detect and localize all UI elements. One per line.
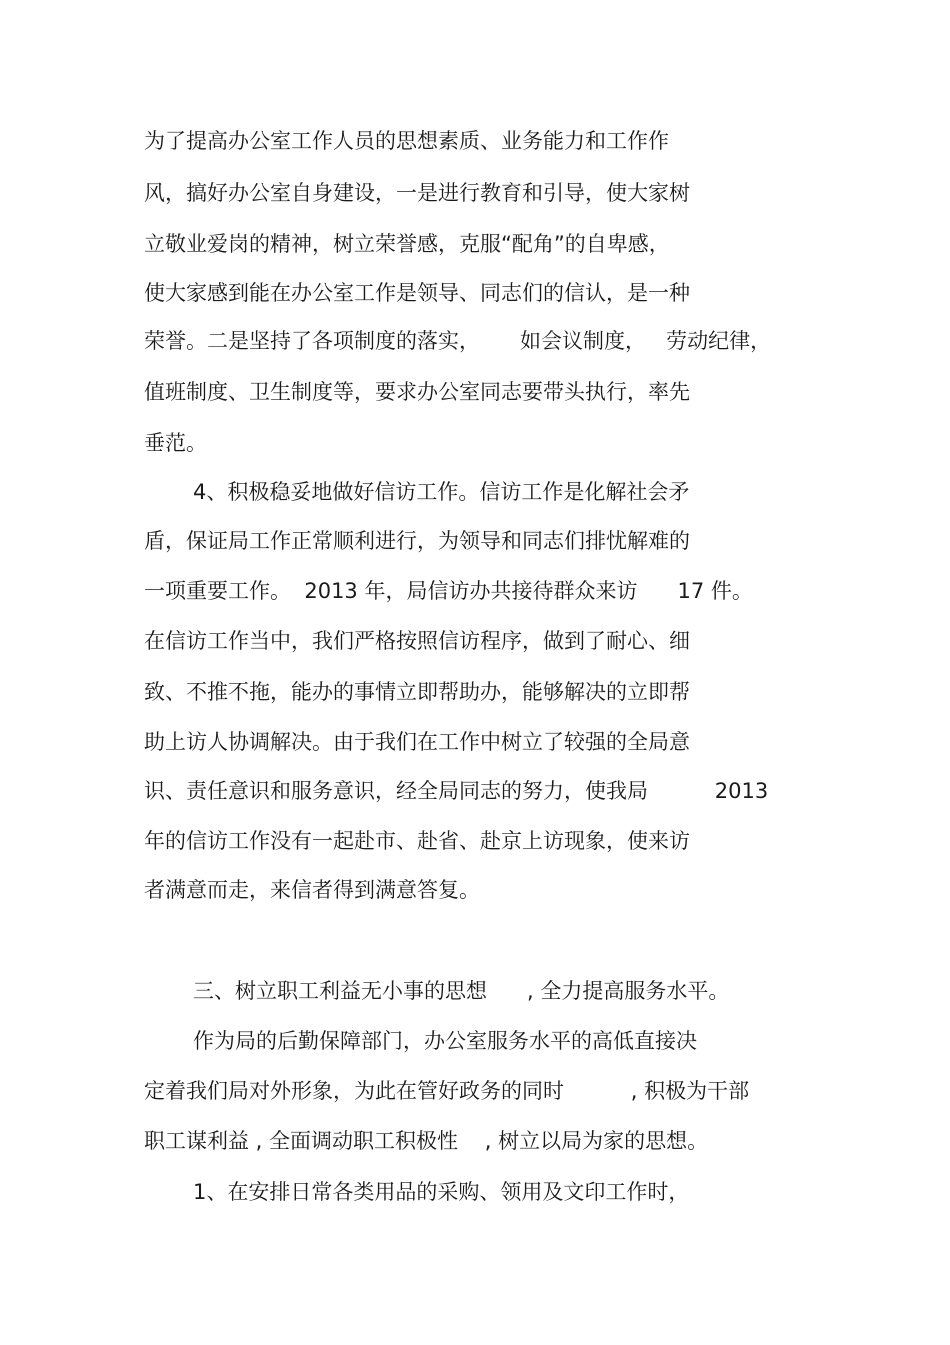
text-line-6: 值班制度、卫生制度等，要求办公室同志要带头执行，率先 bbox=[144, 380, 690, 404]
section-heading-3: 三、树立职工利益无小事的思想 , 全力提高服务水平。 bbox=[193, 979, 730, 1003]
paragraph-4-first-line: 4、积极稳妥地做好信访工作。信访工作是化解社会矛 bbox=[193, 480, 690, 504]
text-line-15: 年的信访工作没有一起赴市、赴省、赴京上访现象，使来访 bbox=[144, 829, 690, 853]
text-line-21: 1、在安排日常各类用品的采购、领用及文印工作时， bbox=[193, 1180, 690, 1204]
text-line-9: 盾，保证局工作正常顺利进行，为领导和同志们排忧解难的 bbox=[144, 529, 690, 553]
text-line-14: 识、责任意识和服务意识，经全局同志的努力，使我局 2013 bbox=[144, 779, 769, 803]
text-line-12: 致、不推不拖，能办的事情立即帮助办，能够解决的立即帮 bbox=[144, 680, 690, 704]
text-line-1: 为了提高办公室工作人员的思想素质、业务能力和工作作 bbox=[144, 129, 669, 153]
text-line-2: 风，搞好办公室自身建设，一是进行教育和引导，使大家树 bbox=[144, 181, 690, 205]
text-line-18: 作为局的后勤保障部门，办公室服务水平的高低直接决 bbox=[193, 1029, 697, 1053]
text-line-7: 垂范。 bbox=[144, 431, 207, 455]
text-line-20: 职工谋利益 , 全面调动职工积极性 , 树立以局为家的思想。 bbox=[144, 1129, 709, 1153]
text-line-4: 使大家感到能在办公室工作是领导、同志们的信认，是一种 bbox=[144, 281, 690, 305]
text-line-3: 立敬业爱岗的精神，树立荣誉感，克服“配角”的自卑感， bbox=[144, 232, 670, 256]
text-line-19: 定着我们局对外形象，为此在管好政务的同时 , 积极为干部 bbox=[144, 1079, 750, 1103]
text-line-10: 一项重要工作。 2013 年，局信访办共接待群众来访 17 件。 bbox=[144, 579, 753, 603]
text-line-16: 者满意而走，来信者得到满意答复。 bbox=[144, 878, 480, 902]
text-line-11: 在信访工作当中，我们严格按照信访程序，做到了耐心、细 bbox=[144, 629, 690, 653]
text-line-13: 助上访人协调解决。由于我们在工作中树立了较强的全局意 bbox=[144, 730, 690, 754]
text-line-5: 荣誉。二是坚持了各项制度的落实， 如会议制度， 劳动纪律， bbox=[144, 329, 772, 353]
